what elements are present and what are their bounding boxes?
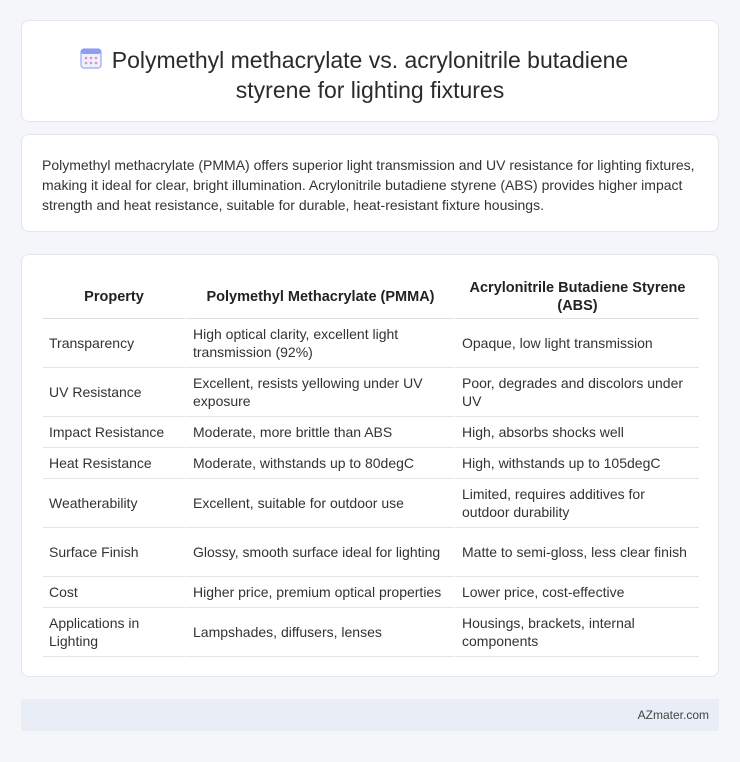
header-pmma: Polymethyl Methacrylate (PMMA) bbox=[185, 275, 454, 319]
row-pmma: Lampshades, diffusers, lenses bbox=[185, 608, 454, 657]
header-abs: Acrylonitrile Butadiene Styrene (ABS) bbox=[454, 275, 699, 319]
row-property: Impact Resistance bbox=[43, 417, 185, 448]
row-pmma: Moderate, withstands up to 80degC bbox=[185, 448, 454, 479]
row-abs: Lower price, cost-effective bbox=[454, 577, 699, 608]
header-property: Property bbox=[43, 275, 185, 319]
table-row bbox=[43, 608, 699, 657]
row-property: Heat Resistance bbox=[43, 448, 185, 479]
row-property: Applications in Lighting bbox=[43, 608, 185, 657]
comparison-table bbox=[43, 275, 699, 657]
row-property: Cost bbox=[43, 577, 185, 608]
row-abs: High, absorbs shocks well bbox=[454, 417, 699, 448]
row-abs: Matte to semi-gloss, less clear finish bbox=[454, 528, 699, 577]
row-pmma: Glossy, smooth surface ideal for lighting bbox=[185, 528, 454, 577]
table-row bbox=[43, 319, 699, 368]
row-abs: Housings, brackets, internal components bbox=[454, 608, 699, 657]
row-property: UV Resistance bbox=[43, 368, 185, 417]
table-row bbox=[43, 479, 699, 528]
footer-bar bbox=[21, 699, 719, 731]
row-pmma: High optical clarity, excellent light transmission (92%) bbox=[185, 319, 454, 368]
row-abs: High, withstands up to 105degC bbox=[454, 448, 699, 479]
page-title-line2: styrene for lighting fixtures bbox=[235, 77, 505, 103]
row-pmma: Excellent, resists yellowing under UV exposure bbox=[185, 368, 454, 417]
intro-paragraph: Polymethyl methacrylate (PMMA) offers superior light transmission and UV resistance for lighting fixtures, making it ideal for clear, bright illumination. Acrylonitrile butadiene styrene (ABS) provides higher impact strength and heat resistance, suitable for durable, heat-resistant fixture housings. bbox=[42, 157, 695, 213]
table-row bbox=[43, 368, 699, 417]
row-abs: Opaque, low light transmission bbox=[454, 319, 699, 368]
intro-card bbox=[21, 134, 719, 232]
row-pmma: Higher price, premium optical properties bbox=[185, 577, 454, 608]
row-abs: Limited, requires additives for outdoor durability bbox=[454, 479, 699, 528]
comparison-card bbox=[21, 254, 719, 677]
title-card bbox=[21, 20, 719, 122]
table-row bbox=[43, 528, 699, 577]
page-title bbox=[22, 45, 718, 105]
row-pmma: Moderate, more brittle than ABS bbox=[185, 417, 454, 448]
row-abs: Poor, degrades and discolors under UV bbox=[454, 368, 699, 417]
footer-brand-link[interactable]: AZmater.com bbox=[637, 708, 709, 722]
row-property: Transparency bbox=[43, 319, 185, 368]
row-property: Weatherability bbox=[43, 479, 185, 528]
table-header-row bbox=[43, 275, 699, 319]
page-title-line1: Polymethyl methacrylate vs. acrylonitrile butadiene bbox=[111, 47, 629, 73]
table-row bbox=[43, 448, 699, 479]
table-row bbox=[43, 577, 699, 608]
table-row bbox=[43, 417, 699, 448]
row-pmma: Excellent, suitable for outdoor use bbox=[185, 479, 454, 528]
row-property: Surface Finish bbox=[43, 528, 185, 577]
